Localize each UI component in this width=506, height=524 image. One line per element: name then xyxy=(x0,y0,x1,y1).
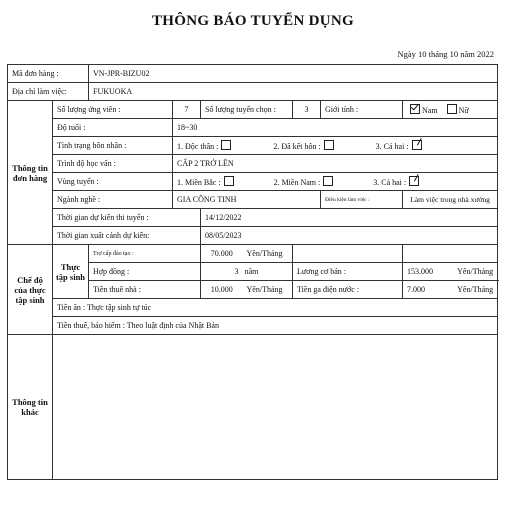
allowance-empty-2 xyxy=(403,245,498,263)
contract-years: 3 xyxy=(234,267,239,276)
meal-row xyxy=(8,299,498,317)
south-checkbox[interactable] xyxy=(323,176,333,186)
exam-label: Thời gian dự kiến thi tuyển : xyxy=(53,209,201,227)
region-both-checkbox[interactable] xyxy=(409,176,419,186)
region-row xyxy=(8,173,498,191)
utility-label: Tiền ga điện nước : xyxy=(293,281,403,299)
region-both-label: 3. Cả hai : xyxy=(373,178,407,187)
selected-value: 3 xyxy=(293,101,321,119)
departure-row xyxy=(8,227,498,245)
age-label: Độ tuổi : xyxy=(53,119,173,137)
subsection-trainee: Thực tập sinh xyxy=(53,245,89,299)
marital-options xyxy=(173,137,498,155)
contract-unit: năm xyxy=(244,267,259,276)
education-label: Trình độ học vấn : xyxy=(53,155,173,173)
section-order-info: Thông tin đơn hàng xyxy=(8,101,53,245)
utility-value: 7.000 xyxy=(403,281,427,299)
north-checkbox[interactable] xyxy=(224,176,234,186)
allowance-row xyxy=(8,245,498,263)
salary-label: Lương cơ bản : xyxy=(293,263,403,281)
region-south-label: 2. Miền Nam : xyxy=(273,178,321,187)
region-options xyxy=(173,173,498,191)
working-condition-value: Làm việc trong nhà xưởng xyxy=(403,191,498,209)
gender-label: Giới tính : xyxy=(321,101,403,119)
workplace-label: Địa chỉ làm việc: xyxy=(8,83,89,101)
single-checkbox[interactable] xyxy=(221,140,231,150)
education-value: CẤP 2 TRỞ LÊN xyxy=(173,155,498,173)
age-value: 18~30 xyxy=(173,119,498,137)
marital-both-label: 3. Cả hai : xyxy=(375,142,409,151)
contract-label: Hợp đồng : xyxy=(89,263,201,281)
allowance-unit: Yên/Tháng xyxy=(243,245,293,263)
rent-label: Tiền thuê nhà : xyxy=(89,281,201,299)
exam-value: 14/12/2022 xyxy=(201,209,498,227)
other-info-row xyxy=(8,335,498,480)
marital-single-label: 1. Độc thân : xyxy=(177,142,219,151)
rent-value: 10.000 xyxy=(201,281,243,299)
other-info-content xyxy=(53,335,498,480)
departure-label: Thời gian xuất cảnh dự kiến: xyxy=(53,227,201,245)
document-date: Ngày 10 tháng 10 năm 2022 xyxy=(397,49,494,59)
workplace-row xyxy=(8,83,498,101)
tax-row xyxy=(8,317,498,335)
region-label: Vùng tuyển : xyxy=(53,173,173,191)
salary-unit: Yên/Tháng xyxy=(427,263,498,281)
applicants-value: 7 xyxy=(173,101,201,119)
region-north-label: 1. Miền Bắc : xyxy=(177,178,221,187)
utility-unit: Yên/Tháng xyxy=(427,281,498,299)
allowance-empty-1 xyxy=(293,245,403,263)
marital-both-checkbox[interactable] xyxy=(412,140,422,150)
age-row xyxy=(8,119,498,137)
workplace-value: FUKUOKA xyxy=(89,83,498,101)
contract-value xyxy=(201,263,293,281)
female-checkbox[interactable] xyxy=(447,104,457,114)
order-row xyxy=(8,65,498,83)
rent-unit: Yên/Tháng xyxy=(243,281,293,299)
male-label: Nam xyxy=(422,106,438,115)
applicants-row xyxy=(8,101,498,119)
male-checkbox[interactable] xyxy=(410,104,420,114)
job-value: GIA CÔNG TINH xyxy=(173,191,321,209)
order-value: VN-JPR-BIZU02 xyxy=(89,65,498,83)
recruitment-table xyxy=(7,64,498,480)
allowance-value: 70.000 xyxy=(201,245,243,263)
salary-value: 153.000 xyxy=(403,263,427,281)
job-row xyxy=(8,191,498,209)
departure-value: 08/05/2023 xyxy=(201,227,498,245)
marital-label: Tình trạng hôn nhân : xyxy=(53,137,173,155)
allowance-label: Trợ cấp đào tạo : xyxy=(89,245,201,263)
exam-row xyxy=(8,209,498,227)
gender-options xyxy=(403,101,498,119)
meal-text: Tiền ăn : Thực tập sinh tự túc xyxy=(53,299,498,317)
marital-married-label: 2. Đã kết hôn : xyxy=(273,142,321,151)
document-title: THÔNG BÁO TUYỂN DỤNG xyxy=(152,13,354,29)
working-condition-label: Điều kiện làm việc : xyxy=(321,191,403,209)
selected-label: Số lượng tuyển chọn : xyxy=(201,101,293,119)
marital-row xyxy=(8,137,498,155)
applicants-label: Số lượng ứng viên : xyxy=(53,101,173,119)
job-label: Ngành nghề : xyxy=(53,191,173,209)
female-label: Nữ xyxy=(458,106,469,115)
tax-text: Tiền thuế, bảo hiểm : Theo luật định của Nhật Bản xyxy=(53,317,498,335)
section-other-info: Thông tin khác xyxy=(8,335,53,480)
married-checkbox[interactable] xyxy=(324,140,334,150)
education-row xyxy=(8,155,498,173)
section-trainee-regime: Chế độ của thực tập sinh xyxy=(8,245,53,335)
order-label: Mã đơn hàng : xyxy=(8,65,89,83)
